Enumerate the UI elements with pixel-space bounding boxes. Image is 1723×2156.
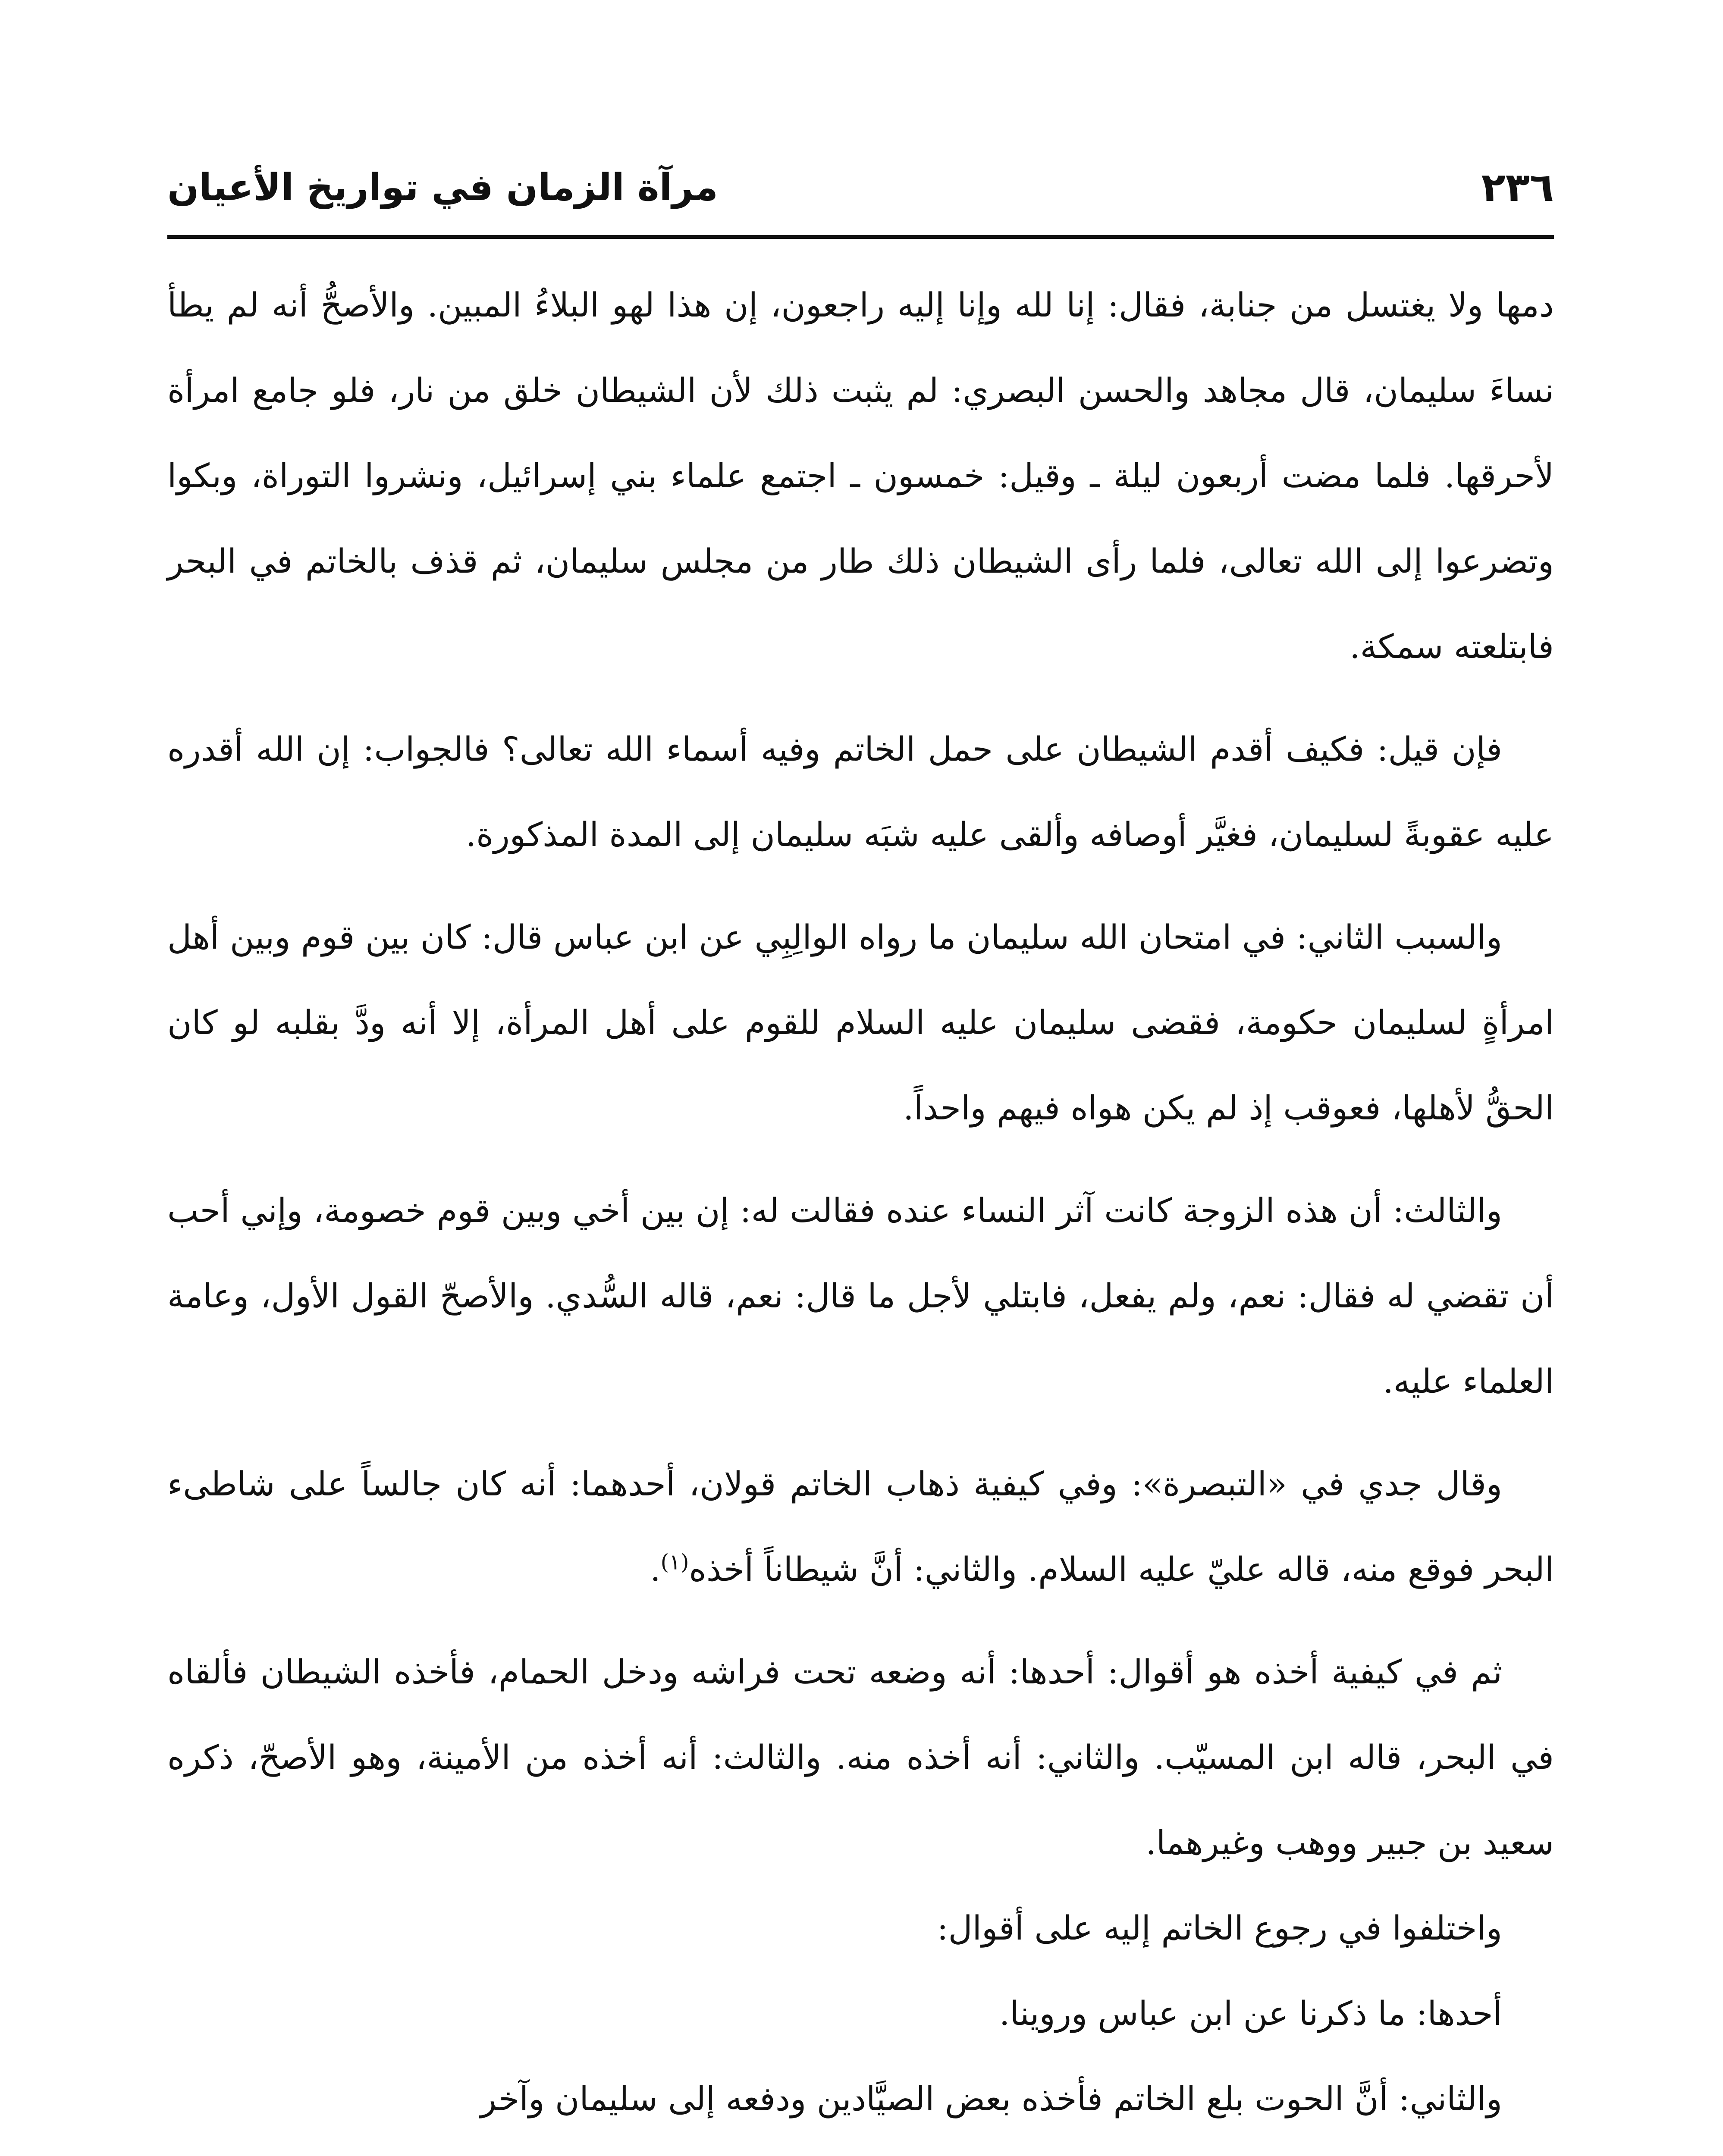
paragraph-7: واختلفوا في رجوع الخاتم إليه على أقوال: xyxy=(937,1909,1502,1948)
paragraph-3: والسبب الثاني: في امتحان الله سليمان ما رواه الوالِبِي عن ابن عباس قال: كان بين قوم وبين أهل امرأةٍ لسليمان حكومة، فقضى سليمان عليه السلام للقوم على أهل المرأة، إلا أنه ودَّ بقلبه لو كان الحقُّ لأهلها، فعوقب إذ لم يكن هواه فيهم واحداً. xyxy=(167,918,1554,1128)
paragraph-5-tail: . xyxy=(650,1551,661,1589)
paragraph-5-text: وقال جدي في «التبصرة»: وفي كيفية ذهاب الخاتم قولان، أحدهما: أنه كان جالساً على شاطىء البحر فوقع منه، قاله عليّ عليه السلام. والثاني: أنَّ شيطاناً أخذه xyxy=(167,1465,1554,1589)
main-text xyxy=(167,263,1554,2142)
paragraph-9: والثاني: أنَّ الحوت بلع الخاتم فأخذه بعض الصيَّادين ودفعه إلى سليمان وآخر xyxy=(480,2080,1502,2118)
paragraph-5 xyxy=(167,1442,1554,1613)
page-number: ٢٣٦ xyxy=(1481,164,1554,210)
running-title: مرآة الزمان في تواريخ الأعيان xyxy=(167,166,718,209)
paragraph-1: دمها ولا يغتسل من جنابة، فقال: إنا لله وإنا إليه راجعون، إن هذا لهو البلاءُ المبين. والأصحُّ أنه لم يطأ نساءَ سليمان، قال مجاهد والحسن البصري: لم يثبت ذلك لأن الشيطان خلق من نار، فلو جامع امرأة لأحرقها. فلما مضت أربعون ليلة ـ وقيل: خمسون ـ اجتمع علماء بني إسرائيل، ونشروا التوراة، وبكوا وتضرعوا إلى الله تعالى، فلما رأى الشيطان ذلك طار من مجلس سليمان، ثم قذف بالخاتم في البحر فابتلعته سمكة. xyxy=(167,286,1554,666)
header-rule xyxy=(167,235,1554,239)
paragraph-2: فإن قيل: فكيف أقدم الشيطان على حمل الخاتم وفيه أسماء الله تعالى؟ فالجواب: إن الله أقدره عليه عقوبةً لسليمان، فغيَّر أوصافه وألقى عليه شبَه سليمان إلى المدة المذكورة. xyxy=(167,730,1554,854)
page-header xyxy=(167,155,1554,237)
paragraph-6: ثم في كيفية أخذه هو أقوال: أحدها: أنه وضعه تحت فراشه ودخل الحمام، فأخذه الشيطان فألقاه في البحر، قاله ابن المسيّب. والثاني: أنه أخذه منه. والثالث: أنه أخذه من الأمينة، وهو الأصحّ، ذكره سعيد بن جبير ووهب وغيرهما. xyxy=(167,1653,1554,1862)
paragraph-4: والثالث: أن هذه الزوجة كانت آثر النساء عنده فقالت له: إن بين أخي وبين قوم خصومة، وإني أحب أن تقضي له فقال: نعم، ولم يفعل، فابتلي لأجل ما قال: نعم، قاله السُّدي. والأصحّ القول الأول، وعامة العلماء عليه. xyxy=(167,1192,1554,1401)
paragraph-8: أحدها: ما ذكرنا عن ابن عباس وروينا. xyxy=(999,1995,1502,2033)
footnote-reference: (١) xyxy=(660,1549,689,1575)
